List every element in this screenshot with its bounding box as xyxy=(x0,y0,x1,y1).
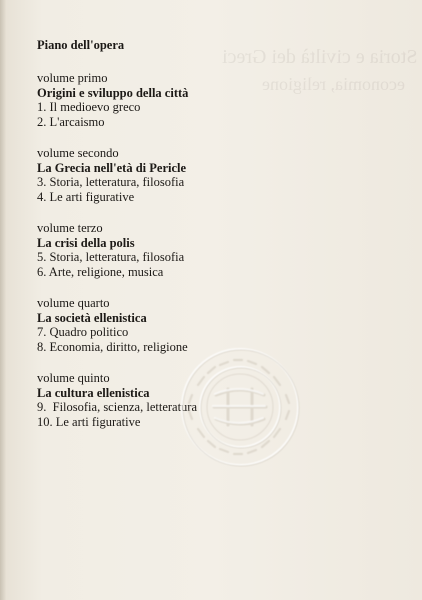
volume-block-3 xyxy=(37,221,397,279)
volume-block-1 xyxy=(37,71,397,129)
volume-title: La Grecia nell'età di Pericle xyxy=(37,160,187,175)
volume-label: volume terzo xyxy=(37,221,103,235)
volume-title: La crisi della polis xyxy=(37,235,135,250)
volume-item: 2. L'arcaismo xyxy=(37,114,105,129)
volume-item: 3. Storia, letteratura, filosofia xyxy=(37,175,185,189)
embossed-seal-icon xyxy=(178,345,303,470)
show-through-text-2: economia, religione xyxy=(262,74,405,94)
volume-block-2 xyxy=(37,146,397,204)
volume-label: volume quarto xyxy=(37,296,110,310)
volume-item: 7. Quadro politico xyxy=(37,325,129,339)
volume-title: Origini e sviluppo della città xyxy=(37,85,189,100)
volume-label: volume quinto xyxy=(37,371,110,385)
page-gutter-shadow xyxy=(0,0,6,600)
volume-label: volume secondo xyxy=(37,146,119,160)
volume-title: La cultura ellenistica xyxy=(37,385,150,400)
volume-label: volume primo xyxy=(37,71,108,85)
volume-title: La società ellenistica xyxy=(37,310,147,325)
page-title: Piano dell'opera xyxy=(37,38,125,52)
volume-item: 1. Il medioevo greco xyxy=(37,100,141,114)
volume-item: 5. Storia, letteratura, filosofia xyxy=(37,250,185,264)
volume-item: 8. Economia, diritto, religione xyxy=(37,339,188,354)
volume-item: 4. Le arti figurative xyxy=(37,189,135,204)
volume-item: 10. Le arti figurative xyxy=(37,414,141,429)
show-through-text: Storia e civiltà dei Greci xyxy=(222,46,418,68)
volume-item: 9. Filosofia, scienza, letteratura xyxy=(37,400,198,414)
volume-item: 6. Arte, religione, musica xyxy=(37,264,164,279)
